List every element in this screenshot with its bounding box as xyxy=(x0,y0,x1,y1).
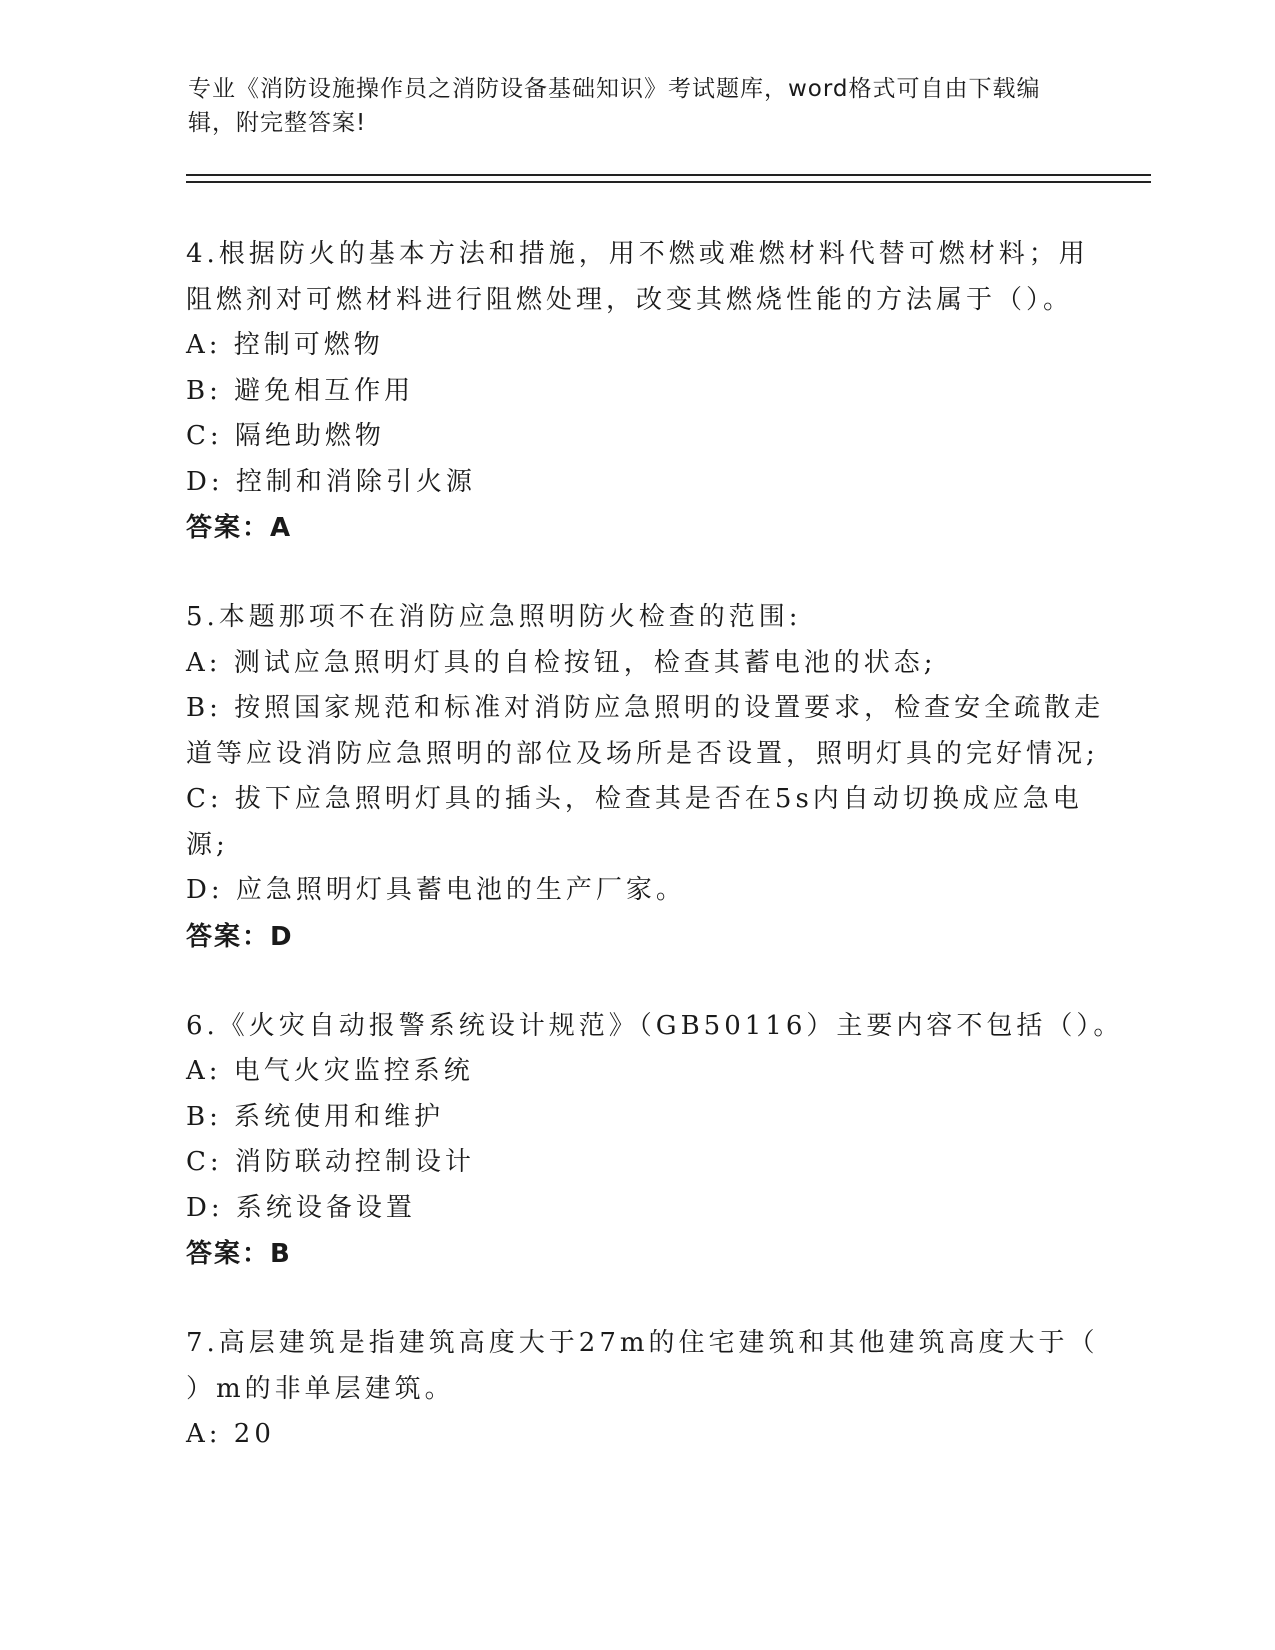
question-4 xyxy=(186,232,1089,551)
header-line-2: 辑，附完整答案! xyxy=(188,110,367,136)
header-divider-top xyxy=(186,174,1151,176)
question-5 xyxy=(186,595,1105,960)
document-header xyxy=(188,72,1068,140)
option-b: B: 按照国家规范和标准对消防应急照明的设置要求，检查安全疏散走 xyxy=(186,693,1105,723)
option-b: B: 避免相互作用 xyxy=(186,375,415,406)
option-d: D: 控制和消除引火源 xyxy=(186,466,476,497)
option-a: A: 20 xyxy=(186,1419,275,1449)
answer-label: 答案：B xyxy=(186,1239,292,1269)
option-a: A: 测试应急照明灯具的自检按钮，检查其蓄电池的状态; xyxy=(186,647,937,678)
option-c: C: 隔绝助燃物 xyxy=(186,421,385,451)
option-c: C: 拔下应急照明灯具的插头，检查其是否在5s内自动切换成应急电 xyxy=(186,784,1083,814)
question-stem: 7.高层建筑是指建筑高度大于27m的住宅建筑和其他建筑高度大于（ xyxy=(186,1328,1099,1358)
option-c-continued: 源; xyxy=(186,829,229,860)
question-7 xyxy=(186,1321,1099,1458)
option-d: D: 系统设备设置 xyxy=(186,1192,416,1223)
answer-label: 答案：A xyxy=(186,513,293,543)
question-stem: 阻燃剂对可燃材料进行阻燃处理，改变其燃烧性能的方法属于（）。 xyxy=(186,284,1074,315)
option-b: B: 系统使用和维护 xyxy=(186,1101,445,1132)
option-d: D: 应急照明灯具蓄电池的生产厂家。 xyxy=(186,875,686,905)
option-a: A: 电气火灾监控系统 xyxy=(186,1056,474,1086)
question-stem: ）m的非单层建筑。 xyxy=(186,1373,455,1404)
option-b-continued: 道等应设消防应急照明的部位及场所是否设置，照明灯具的完好情况; xyxy=(186,738,1099,769)
option-c: C: 消防联动控制设计 xyxy=(186,1147,475,1177)
question-6 xyxy=(186,1004,1124,1278)
header-line-1: 专业《消防设施操作员之消防设备基础知识》考试题库，word格式可自由下载编 xyxy=(188,76,1041,102)
question-stem: 5.本题那项不在消防应急照明防火检查的范围: xyxy=(186,602,802,632)
question-stem: 4.根据防火的基本方法和措施，用不燃或难燃材料代替可燃材料；用 xyxy=(186,239,1089,269)
option-a: A: 控制可燃物 xyxy=(186,330,384,360)
answer-label: 答案：D xyxy=(186,921,294,952)
question-list xyxy=(186,232,1124,1502)
header-divider-bottom xyxy=(186,181,1151,183)
question-stem: 6.《火灾自动报警系统设计规范》（GB50116）主要内容不包括（）。 xyxy=(186,1010,1124,1041)
